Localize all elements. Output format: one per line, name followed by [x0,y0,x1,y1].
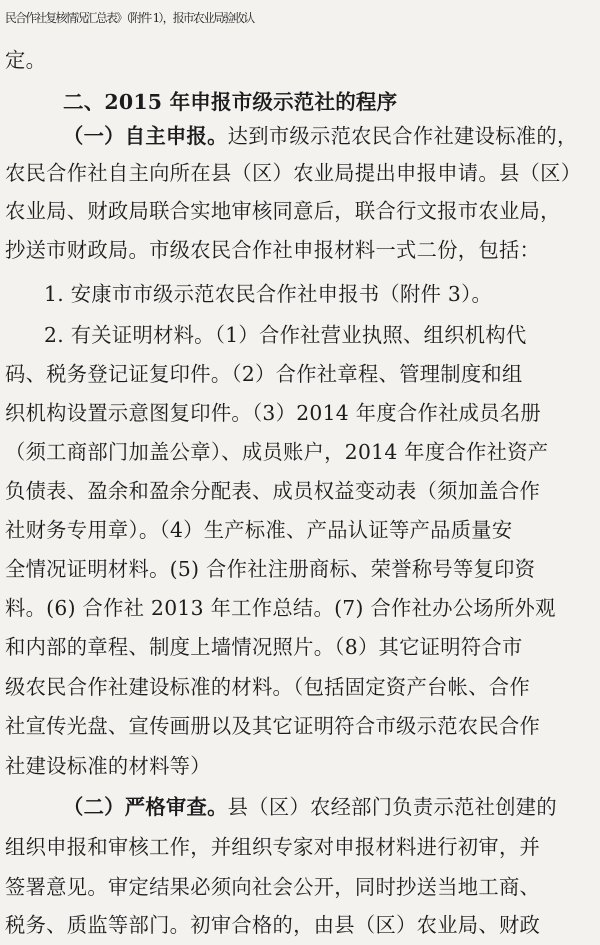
line-14-text: 社财务专用章）。（4）生产标准、产品认证等产品质量安 [5,518,513,542]
line-11-text: 织机构设置示意图复印件。（3）2014 年度合作社成员名册 [5,401,541,425]
text-line-19 [5,709,540,743]
line-7-text: 抄送市财政局。市级农民合作社申报材料一式二份，包括： [5,238,541,262]
subsection-2-title: （二）严格审查。 [63,795,228,819]
text-line-7 [5,233,540,267]
line-1-text: 民合作社复核情况汇总表》（附件 1），报市农业局验收认 [5,11,254,25]
text-line-5 [5,156,581,190]
text-line-13 [5,474,540,508]
line-10-text: 码、税务登记证复印件。（2）合作社章程、管理制度和组 [5,362,523,386]
line-16-text: 料。(6) 合作社 2013 年工作总结。(7) 合作社办公场所外观 [5,596,556,620]
text-line-4 [63,119,578,153]
line-23-text: 签署意见。审定结果必须向社会公开，同时抄送当地工商、 [5,875,541,899]
line-2-text: 定。 [5,48,47,72]
line-20-text: 社建设标准的材料等） [5,754,211,778]
text-line-10 [5,357,523,391]
line-21-text: 县（区）农经部门负责示范社创建的 [227,795,557,819]
text-line-1 [5,1,597,35]
line-4-text: 达到市级示范农民合作社建设标准的， [227,124,578,148]
text-line-21 [63,790,557,824]
text-line-22 [5,830,540,864]
line-6-text: 农业局、财政局联合实地审核同意后，联合行文报市农业局， [5,199,561,223]
line-19-text: 社宣传光盘、宣传画册以及其它证明符合市级示范农民合作 [5,714,541,738]
line-18-text: 级农民合作社建设标准的材料。（包括固定资产台帐、合作 [5,675,530,699]
text-line-16 [5,591,556,625]
line-24-text: 税务、质监等部门。初审合格的，由县（区）农业局、财政 [5,913,541,937]
line-5-text: 农民合作社自主向所在县（区）农业局提出申报申请。县（区） [5,161,582,185]
text-line-11 [5,396,541,430]
text-line-23 [5,870,540,904]
text-line-2 [5,43,46,77]
text-line-18 [5,670,530,704]
list-item-1 [44,277,492,311]
line-13-text: 负债表、盈余和盈余分配表、成员权益变动表（须加盖合作 [5,479,541,503]
text-line-15 [5,552,535,586]
text-line-24 [5,908,540,942]
text-line-14 [5,513,512,547]
list-item-1-text: 1. 安康市市级示范农民合作社申报书（附件 3）。 [44,282,493,306]
list-item-2 [44,318,527,352]
text-line-17 [5,630,523,664]
text-line-6 [5,194,561,228]
line-17-text: 和内部的章程、制度上墙情况照片。（8）其它证明符合市 [5,635,523,659]
text-line-20 [5,749,211,783]
section-heading-text: 二、2015 年申报市级示范社的程序 [63,90,398,114]
line-12-text: （须工商部门加盖公章）、成员账户，2014 年度合作社资产 [5,440,549,464]
subsection-1-title: （一）自主申报。 [63,124,228,148]
text-line-12 [5,435,548,469]
list-item-2-text: 2. 有关证明材料。（1）合作社营业执照、组织机构代 [44,323,527,347]
line-22-text: 组织申报和审核工作，并组织专家对申报材料进行初审，并 [5,835,541,859]
section-heading [63,85,397,119]
line-15-text: 全情况证明材料。(5) 合作社注册商标、荣誉称号等复印资 [5,557,536,581]
